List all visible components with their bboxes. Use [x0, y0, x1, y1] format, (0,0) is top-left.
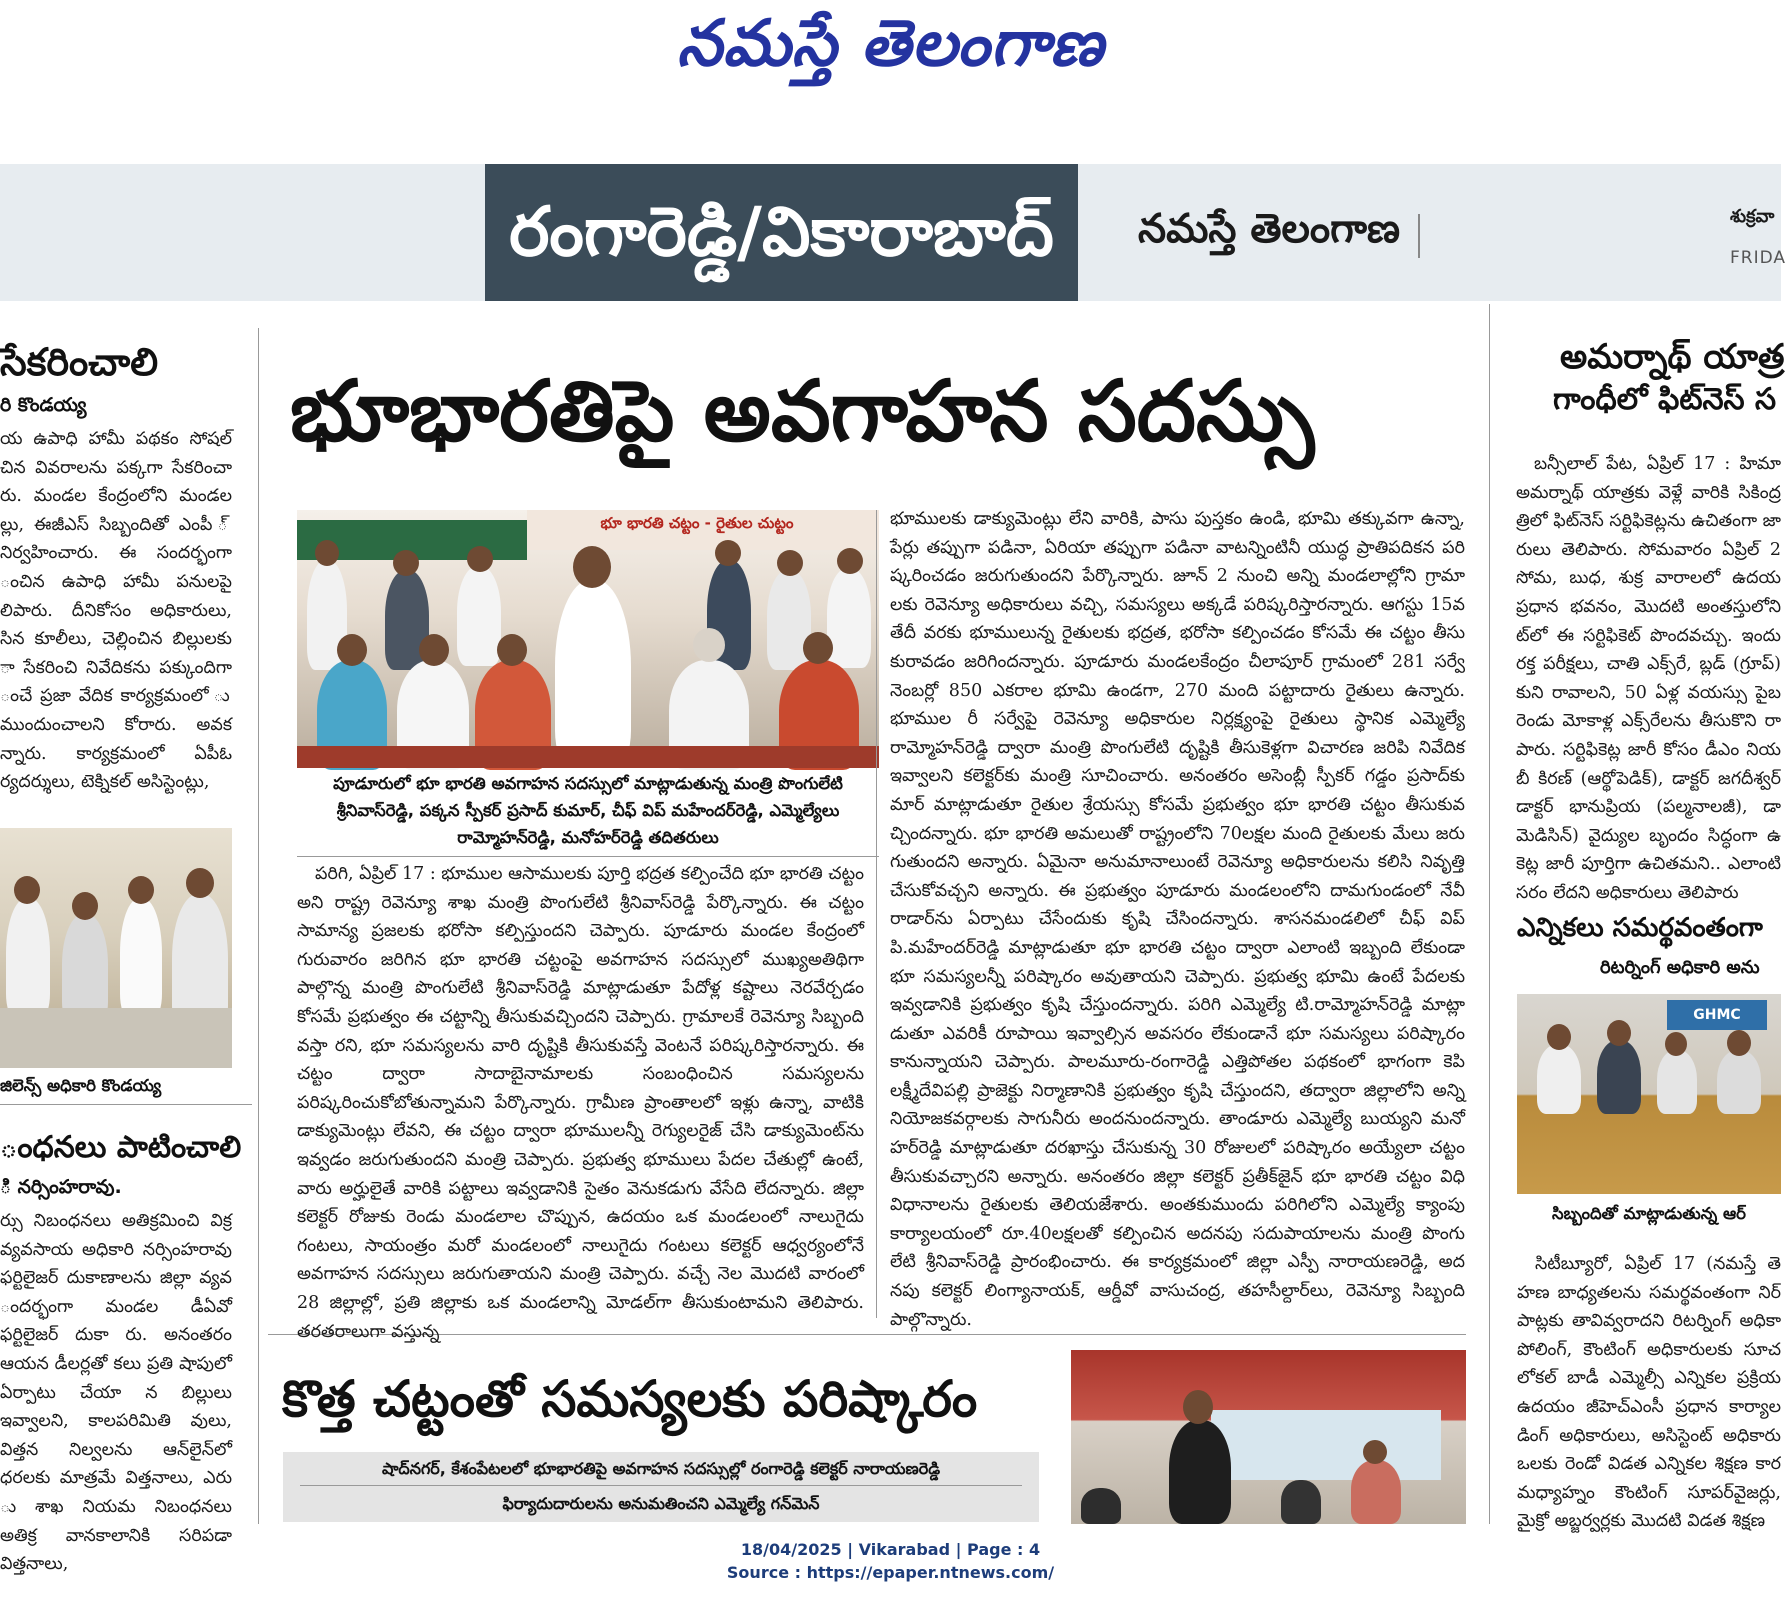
page-footer — [0, 1538, 1781, 1584]
left-story1-headline: సేకరించాలి — [0, 340, 159, 384]
lead-caption-rule — [297, 856, 879, 857]
lead-photo — [297, 510, 879, 768]
masthead — [0, 0, 1781, 90]
lead-body-col2: భూములకు డాక్యుమెంట్లు లేని వారికి, పాసు పుస్తకం ఉండి, భూమి తక్కువగా ఉన్నా, పేర్లు తప్పుగా పడినా, ఏరియా తప్పుగా పడినా వాటన్నింటినీ యుద్ధ ప్రాతిపదికన పరి ష్కరించడం జరుగుతుందని పేర్కొన్నారు. జూన్ 2 నుంచి అన్ని మండలాల్లోని గ్రామా లకు రెవెన్యూ అధికారులు వచ్చి, సమస్యలు అక్కడే పరిష్కరిస్తారన్నారు. ఆగస్టు 15వ తేదీ వరకు భూములున్న రైతులకు భద్రత, భరోసా కల్పించడం కోసమే ఈ చట్టం తీసు కురావడం జరిగిందన్నారు. పూడూరు మండలకేంద్రం చీలాపూర్ గ్రామంలో 281 సర్వే నెంబర్లో 850 ఎకరాల భూమి ఉండగా, 270 మంది పట్టాదారు రైతులు ఉన్నారు. భూముల రీ సర్వేపై రెవెన్యూ అధికారుల నిర్లక్ష్యంపై రైతులు స్థానిక ఎమ్మెల్యే రామ్మోహన్‌రెడ్డి ద్వారా మంత్రి పొంగులేటి దృష్టికి తీసుకెళ్లగా విచారణ జరిపి నివేదిక ఇవ్వాలని కలెక్టర్‌కు మంత్రి సూచించారు. అనంతరం అసెంబ్లీ స్పీకర్ గడ్డం ప్రసాద్‌కు మార్ మాట్లాడుతూ రైతుల శ్రేయస్సు కోసమే ప్రభుత్వం భూ భారతి చట్టం తీసుకువ చ్చిందన్నారు. భూ భారతి అమలుతో రాష్ట్రంలోని 70లక్షల మంది రైతులకు మేలు జరు గుతుందని అన్నారు. ఏమైనా అనుమానాలుంటే రెవెన్యూ అధికారులను కలిసి నివృత్తి చేసుకోవచ్చని అన్నారు. ఈ ప్రభుత్వం పూడూరు మండలంలోని దామగుండంలో నేవీ రాడార్‌ను ఏర్పాటు చేసేందుకు కృషి చేసిందన్నారు. శాసనమండలిలో చీఫ్ విప్ పి.మహేందర్‌రెడ్డి మాట్లాడుతూ భూ భారతి చట్టం ద్వారా ఎలాంటి ఇబ్బంది లేకుండా భూ సమస్యలన్నీ పరిష్కారం అవుతాయని చెప్పారు. ప్రభుత్వ భూమి ఉంటే పేదలకు ఇవ్వడానికి ప్రభుత్వం కృషి చేస్తుందన్నారు. పరిగి ఎమ్మెల్యే టి.రామ్మోహన్‌రెడ్డి మాట్లా డుతూ ఎవరికీ రూపాయి ఇవ్వాల్సిన అవసరం లేకుండానే భూ సమస్యలు పరిష్కారం కానున్నాయని చెప్పారు. పాలమూరు-రంగారెడ్డి ఎత్తిపోతల పథకంలో భాగంగా కెపి లక్ష్మీదేవిపల్లి ప్రాజెక్టు నిర్మాణానికి ప్రభుత్వం కృషి చేస్తుందని, తద్వారా జిల్లాలోని అన్ని నియోజకవర్గాలకు సాగునీరు అందనుందన్నారు. తాండూరు ఎమ్మెల్యే బుయ్యని మనో హర్‌రెడ్డి మాట్లాడుతూ దరఖాస్తు చేసుకున్న 30 రోజులలో పరిష్కారం అయ్యేలా చట్టం తీసుకువచ్చారని అన్నారు. అనంతరం జిల్లా కలెక్టర్ ప్రతీక్‌జైన్ భూ భారతి చట్టం విధి విధానాలను రైతులకు తెలియజేశారు. అంతకుముందు పరిగిలోని ఎమ్మెల్యే క్యాంపు కార్యాలయంలో రూ.40లక్షలతో కల్పించిన అదనపు సదుపాయాలను మంత్రి పొంగు లేటి శ్రీనివాస్‌రెడ్డి ప్రారంభించారు. ఈ కార్యక్రమంలో జిల్లా ఎస్పీ నారాయణరెడ్డి, అద నపు కలెక్టర్ లింగ్యానాయక్, ఆర్డీవో వాసుచంద్ర, తహసీల్దార్‌లు, రెవెన్యూ సిబ్బంది పాల్గొన్నారు. — [890, 509, 1465, 1330]
right-story2-headline: ఎన్నికలు సమర్థవంతంగా — [1517, 913, 1763, 943]
lead-body-col1: పరిగి, ఏప్రిల్ 17 : భూముల ఆసాములకు పూర్తి భద్రత కల్పించేది భూ భారతి చట్టం అని రాష్ట్ర రెవెన్యూ శాఖ మంత్రి పొంగులేటి శ్రీనివాస్‌రెడ్డి పేర్కొన్నారు. ఈ చట్టం సామాన్య ప్రజలకు భరోసా కల్పిస్తుందని చెప్పారు. పూడూరు మండల కేంద్రంలో గురువారం జరిగిన భూ భారతి చట్టంపై అవగాహన సదస్సులో ముఖ్యఅతిథిగా పాల్గొన్న మంత్రి పొంగులేటి శ్రీనివాస్‌రెడ్డి మాట్లాడుతూ పేదోళ్ల కష్టాలు నెరవేర్చడం కోసమే ప్రభుత్వం ఈ చట్టాన్ని తీసుకువచ్చిందని చెప్పారు. గ్రామాలకే రెవెన్యూ సిబ్బంది వస్తా రని, భూ సమస్యలను వారి దృష్టికి తీసుకువస్తే వెంటనే పరిష్కరిస్తారన్నారు. ఈ చట్టం ద్వారా సాదాబైనామాలకు సంబంధించిన సమస్యలను పరిష్కరించుకోబోతున్నామని పేర్కొన్నారు. గ్రామీణ ప్రాంతాలలో ఇళ్లు ఉన్నా, వాటికి డాక్యుమెంట్లు లేవని, ఈ చట్టం ద్వారా భూములన్నీ రెగ్యులరైజ్ చేసి డాక్యుమెంట్‌ను ఇవ్వడం జరుగుతుందని మంత్రి చెప్పారు. ప్రభుత్వ భూములు పేదల చేతుల్లో ఉంటే, వారు అర్హులైతే వారికి పట్టాలు ఇవ్వడానికి సైతం వెనుకడుగు వేసేది లేదన్నారు. జిల్లా కలెక్టర్ రోజుకు రెండు మండలాల చొప్పున, ఉదయం ఒక మండలంలో నాలుగైదు గంటలు, సాయంత్రం మరో మండలంలో నాలుగైదు గంటలు కలెక్టర్ ఆధ్వర్యంలోనే అవగాహన సదస్సులు జరుగుతాయని మంత్రి చెప్పారు. వచ్చే నెల మొదటి వారంలో 28 జిల్లాల్లో, ప్రతి జిల్లాకు ఒక మండలాన్ని మోడల్‌గా తీసుకుంటామని తెలిపారు. తరతరాలుగా వస్తున్న — [297, 864, 864, 1342]
lead-story-bottom-rule — [268, 1334, 1466, 1335]
left-story2-byline: ి నర్సింహరావు. — [0, 1176, 122, 1198]
photo-sign-ghmc: GHMC — [1667, 1000, 1767, 1030]
column-rule-left — [258, 328, 259, 1524]
left-story1-photo — [0, 828, 232, 1068]
right-story1-headline-line1: అమర్నాథ్ యాత్ర — [1560, 337, 1785, 377]
day-english: FRIDA — [1730, 248, 1786, 268]
footer-date-line: 18/04/2025 | Vikarabad | Page : 4 — [740, 1540, 1041, 1559]
left-story2-headline: ంధనలు పాటించాలి — [0, 1130, 242, 1165]
second-story-photo — [1071, 1350, 1466, 1524]
left-story1-photo-caption: జిలెన్స్ అధికారి కొండయ్య — [0, 1076, 162, 1095]
newspaper-logo: నమస్తే తెలంగాణ — [676, 6, 1105, 81]
lead-headline: భూభారతిపై అవగాహన సదస్సు — [290, 362, 1315, 460]
second-headline: కొత్త చట్టంతో సమస్యలకు పరిష్కారం — [282, 1370, 978, 1428]
section-title: రంగారెడ్డి/వికారాబాద్ — [485, 164, 1078, 301]
left-story-divider — [0, 1104, 252, 1105]
footer-source-link[interactable]: Source : https://epaper.ntnews.com/ — [726, 1563, 1055, 1582]
band-divider — [1418, 214, 1420, 258]
lead-photo-banner: భూ భారతి చట్టం - రైతుల చుట్టం — [600, 514, 794, 532]
right-story2-byline: రిటర్నింగ్ అధికారి అను — [1600, 957, 1760, 978]
lead-inner-rule — [876, 510, 877, 1318]
right-story2-photo — [1517, 994, 1781, 1194]
right-story2-photo-caption: సిబ్బందితో మాట్లాడుతున్న ఆర్ — [1552, 1204, 1746, 1223]
right-story2-body: సిటీబ్యూరో, ఏప్రిల్ 17 (నమస్తే తె హణ బాధ్యతలను సమర్థవంతంగా నిర్ పాట్లకు తావివ్వరాదని రిటర్నింగ్ అధికా పోలింగ్, కౌంటింగ్ అధికారులకు సూచ లోకల్ బాడీ ఎమ్మెల్సీ ఎన్నికల ప్రక్రియ ఉదయం జీహెచ్ఎంసీ ప్రధాన కార్యాల డింగ్ అధికారులు, అసిస్టెంట్ అధికారు ఒలకు రెండో విడత ఎన్నికల శిక్షణ కార మధ్యాహ్నం కౌంటింగ్ సూపర్‌వైజర్లు, మైక్రో అబ్జర్వర్లకు మొదటి విడత శిక్షణ — [1517, 1254, 1781, 1532]
right-story1-body: బన్సీలాల్ పేట, ఏప్రిల్ 17 : హిమా అమర్నాథ్ యాత్రకు వెళ్లే వారికి సికింద్ర త్రిలో ఫిట్‌నెస్ సర్టిఫికెట్లను ఉచితంగా జా రులు తెలిపారు. సోమవారం ఏప్రిల్ 2 సోమ, బుధ, శుక్ర వారాలలో ఉదయ ప్రధాన భవనం, మొదటి అంతస్తులోని ట్‌లో ఈ సర్టిఫికెట్ పొందవచ్చు. ఇందు రక్త పరీక్షలు, చాతి ఎక్స్‌రే, బ్లడ్ (గ్రూప్) కుని రావాలని, 50 ఏళ్ల వయస్సు పైబ రెండు మోకాళ్ల ఎక్స్‌రేలను తీసుకొని రా పారు. సర్టిఫికెట్ల జారీ కోసం డీఎం నియ బీ కిరణ్ (ఆర్థోపెడిక్), డాక్టర్ జగదీశ్వర్ డాక్టర్ భానుప్రియ (పల్మనాలజీ), డా మెడిసిన్) వైద్యుల బృందం సిద్ధంగా ఉ కెట్ల జారీ పూర్తిగా ఉచితమని.. ఎలాంటి సరం లేదని అధికారులు తెలిపారు — [1516, 454, 1781, 903]
left-story2-body: ర్సు నిబంధనలు అతిక్రమించి విక్ర వ్యవసాయ అధికారి నర్సింహరావు ఫర్టిలైజర్ దుకాణాలను జిల్లా వ్యవ ందర్భంగా మండల డీఏవో ఫర్టిలైజర్ దుకా రు. అనంతరం ఆయన డీలర్లతో కలు ప్రతి షాపులో ఏర్పాటు చేయా న బిల్లులు ఇవ్వాలని, కాలపరిమితి వులు, విత్తన నిల్వలను ఆన్‌లైన్‌లో ధరలకు మాత్రమే విత్తనాలు, ఎరు ు శాఖ నియమ నిబంధనలు అతిక్ర వానకాలానికి సరిపడా విత్తనాలు, — [0, 1211, 232, 1575]
lead-photo-caption: పూడూరులో భూ భారతి అవగాహన సదస్సులో మాట్లాడుతున్న మంత్రి పొంగులేటి శ్రీనివాస్‌రెడ్డి, పక్కన స్పీకర్ ప్రసాద్ కుమార్, చీఫ్ విప్ మహేందర్‌రెడ్డి, ఎమ్మెల్యేలు రామ్మోహన్‌రెడ్డి, మనోహర్‌రెడ్డి తదితరులు — [333, 774, 843, 847]
right-story1-headline-line2: గాంధీలో ఫిట్‌నెస్ స — [1553, 382, 1777, 417]
column-rule-right — [1489, 304, 1490, 1524]
second-deck-rule — [300, 1485, 1022, 1486]
paper-name-small: నమస్తే తెలంగాణ — [1138, 206, 1401, 252]
left-story1-body: య ఉపాధి హామీ పథకం సోషల్ చిన వివరాలను పక్కగా సేకరించా రు. మండల కేంద్రంలోని మండల ల్లు, ఈజీఎస్ సిబ్బందితో ఎంపీ ్ నిర్వహించారు. ఈ సందర్భంగా ంచిన ఉపాధి హామీ పనులపై లిపారు. దీనికోసం అధికారులు, సిన కూలీలు, చెల్లించిన బిల్లులకు ా సేకరించి నివేదికను పక్కుందిగా ంచే ప్రజా వేదిక కార్యక్రమంలో ు ముందుంచాలని కోరారు. అవక న్నారు. కార్యక్రమంలో ఏపీఓ ర్యదర్శులు, టెక్నికల్ అసిస్టెంట్లు, — [0, 429, 232, 793]
day-telugu: శుక్రవా — [1730, 206, 1775, 227]
left-story1-byline: రి కొండయ్య — [0, 394, 87, 416]
second-deck-line2: ఫిర్యాదుదారులను అనుమతించని ఎమ్మెల్యే గన్‌మెన్ — [502, 1494, 820, 1513]
second-deck-line1: షాద్‌నగర్, కేశంపేటలలో భూభారతిపై అవగాహన సదస్సుల్లో రంగారెడ్డి కలెక్టర్ నారాయణరెడ్డి — [381, 1459, 941, 1478]
